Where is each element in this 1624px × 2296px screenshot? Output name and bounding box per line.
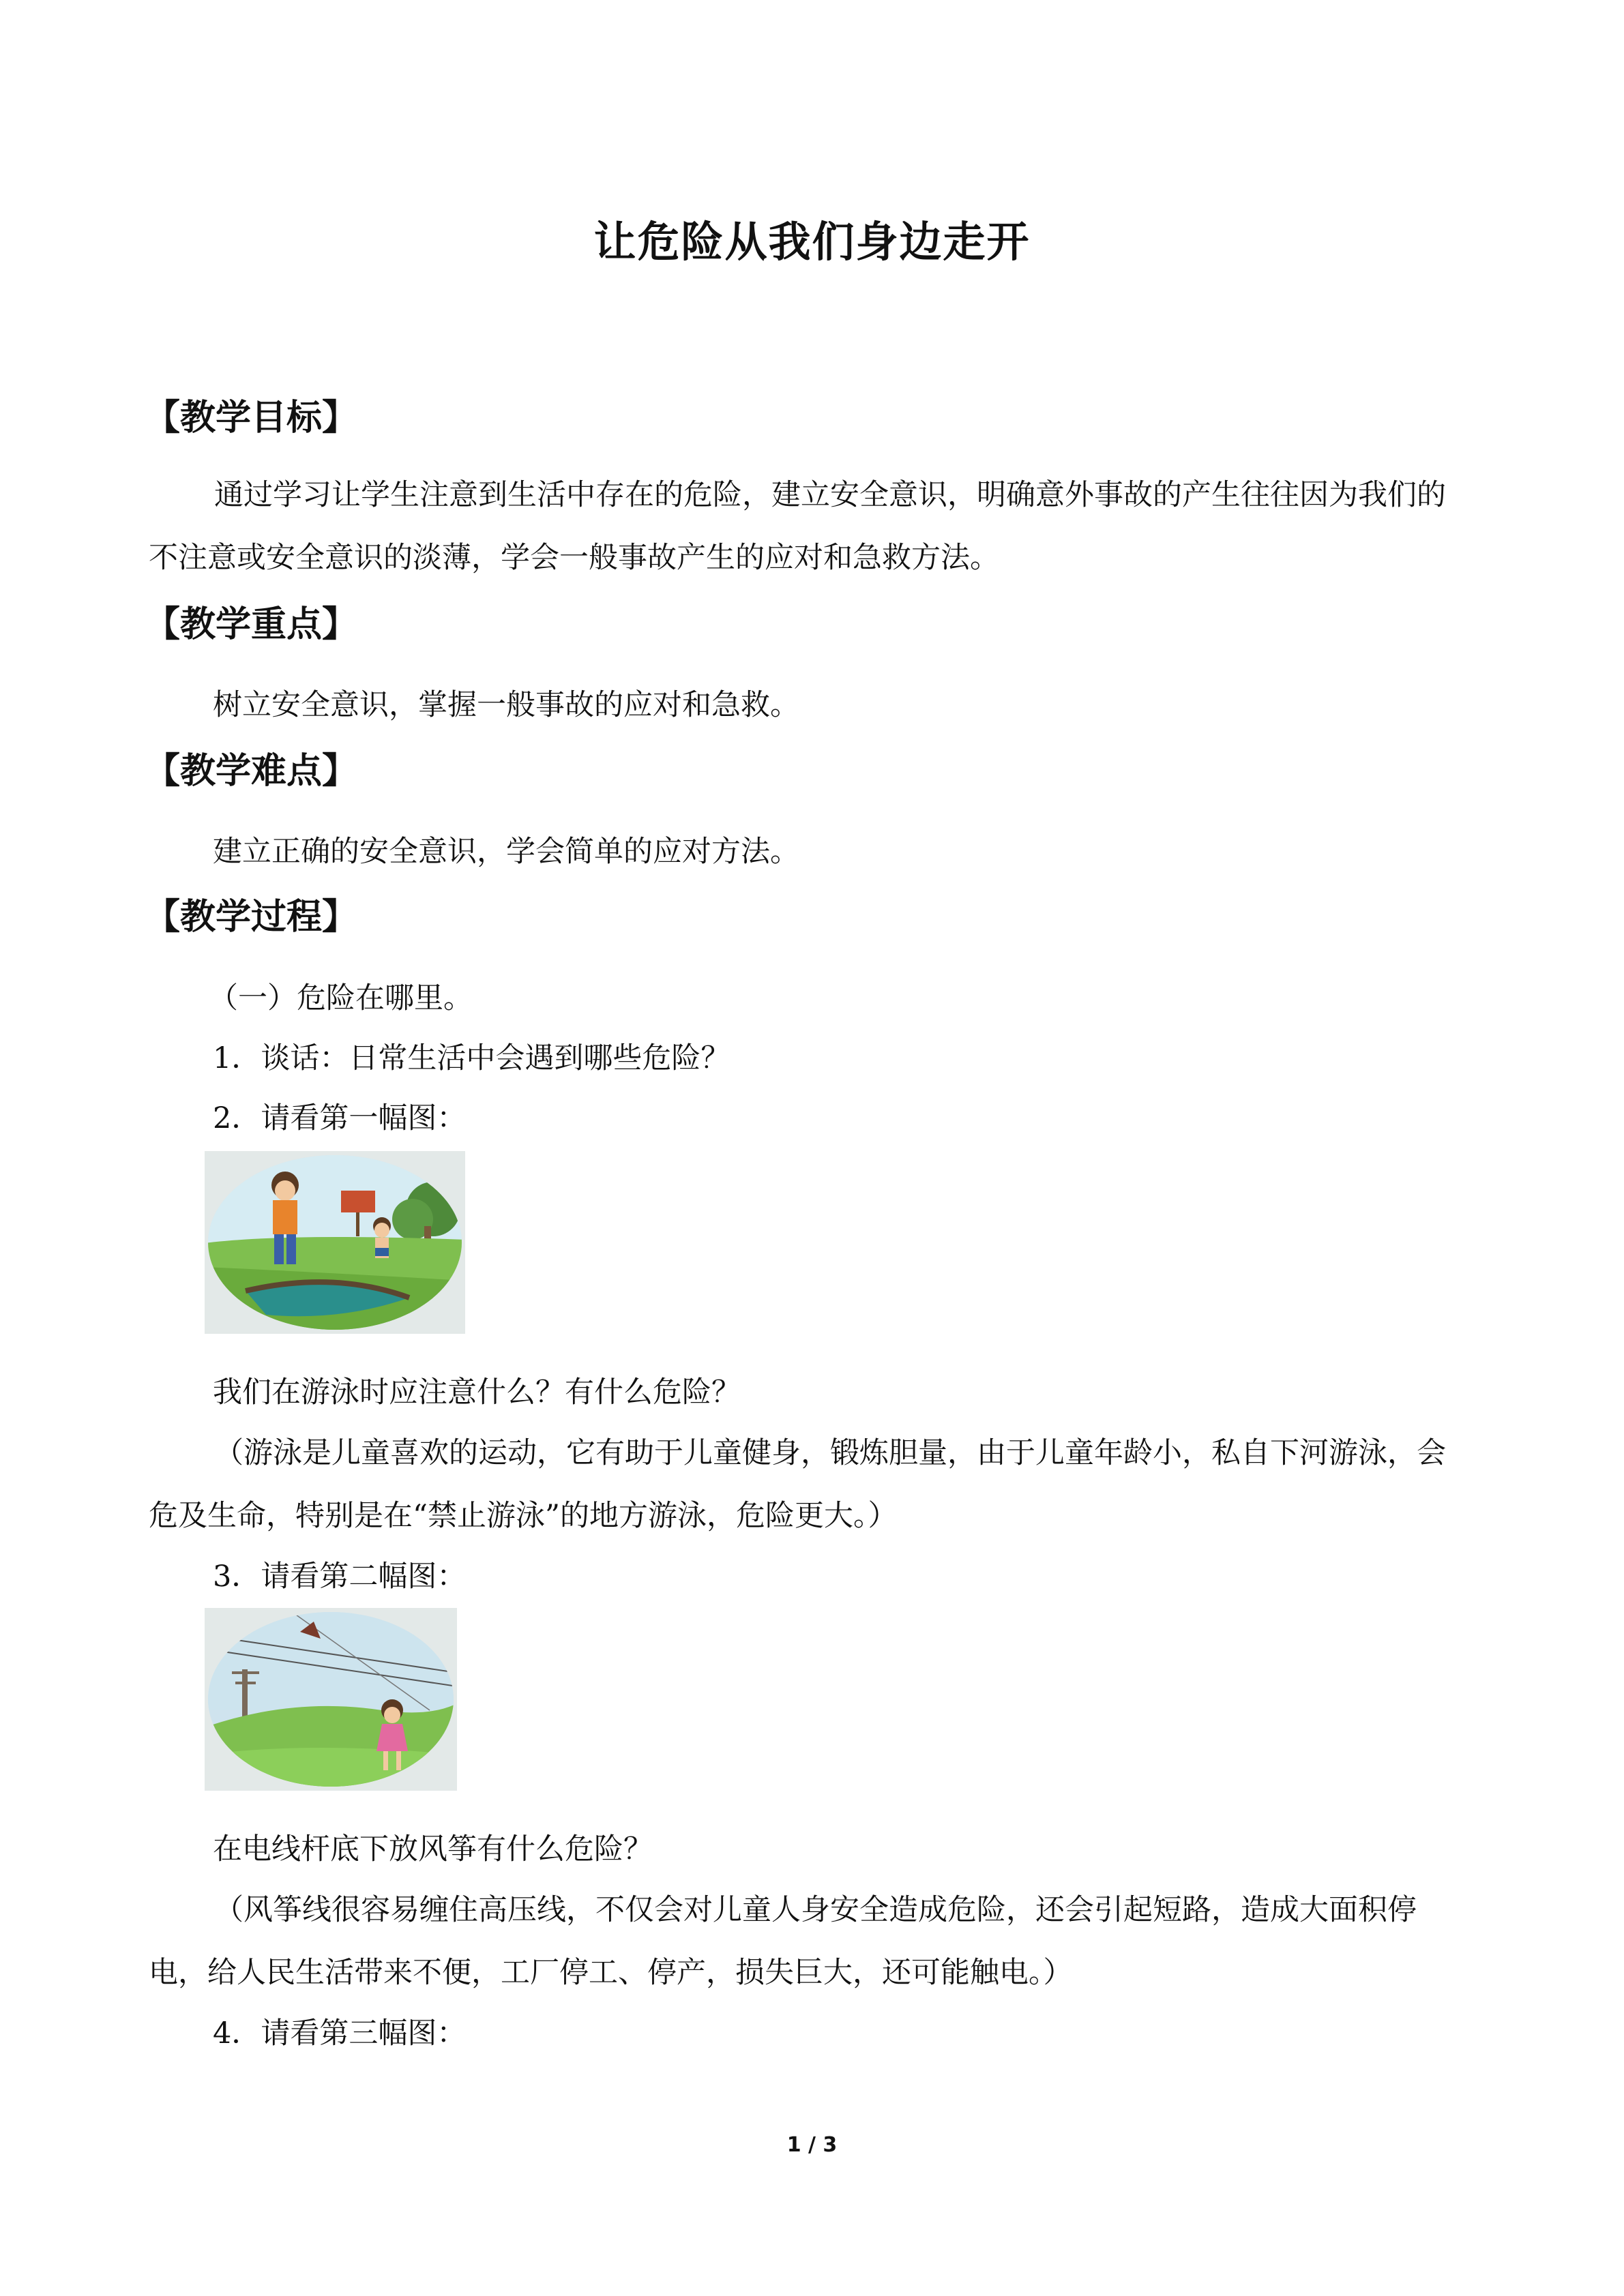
key-paragraph: 树立安全意识，掌握一般事故的应对和急救。 [213,688,799,722]
process-step-4: 4．请看第三幅图： [213,2016,467,2051]
answer-swimming: （游泳是儿童喜欢的运动，它有助于儿童健身，锻炼胆量，由于儿童年龄小，私自下河游泳，会危及生命，特别是在“禁止游泳”的地方游泳，危险更大。） [149,1436,1446,1533]
swimming-illustration [205,1151,465,1334]
process-part-1: （一）危险在哪里。 [209,981,473,1015]
heading-teaching-process: 【教学过程】 [145,897,358,938]
process-step-2: 2．请看第一幅图： [213,1101,467,1135]
difficulty-paragraph: 建立正确的安全意识，学会简单的应对方法。 [213,835,799,869]
process-step-3: 3．请看第二幅图： [213,1560,467,1594]
kite-powerline-illustration [205,1608,457,1791]
heading-key-points: 【教学重点】 [145,604,358,645]
process-step-1: 1．谈话：日常生活中会遇到哪些危险？ [213,1041,730,1075]
question-kite: 在电线杆底下放风筝有什么危险？ [213,1832,653,1866]
question-swimming: 我们在游泳时应注意什么？有什么危险？ [213,1375,741,1410]
heading-difficulties: 【教学难点】 [145,751,358,792]
page-number: 1 / 3 [786,2133,838,2157]
document-title: 让危险从我们身边走开 [593,217,1031,267]
answer-kite: （风筝线很容易缠住高压线，不仅会对儿童人身安全造成危险，还会引起短路，造成大面积停电，给人民生活带来不便，工厂停工、停产，损失巨大，还可能触电。） [149,1893,1417,1990]
goal-paragraph: 通过学习让学生注意到生活中存在的危险，建立安全意识，明确意外事故的产生往往因为我们的不注意或安全意识的淡薄，学会一般事故产生的应对和急救方法。 [149,478,1446,575]
heading-teaching-goals: 【教学目标】 [145,398,358,438]
